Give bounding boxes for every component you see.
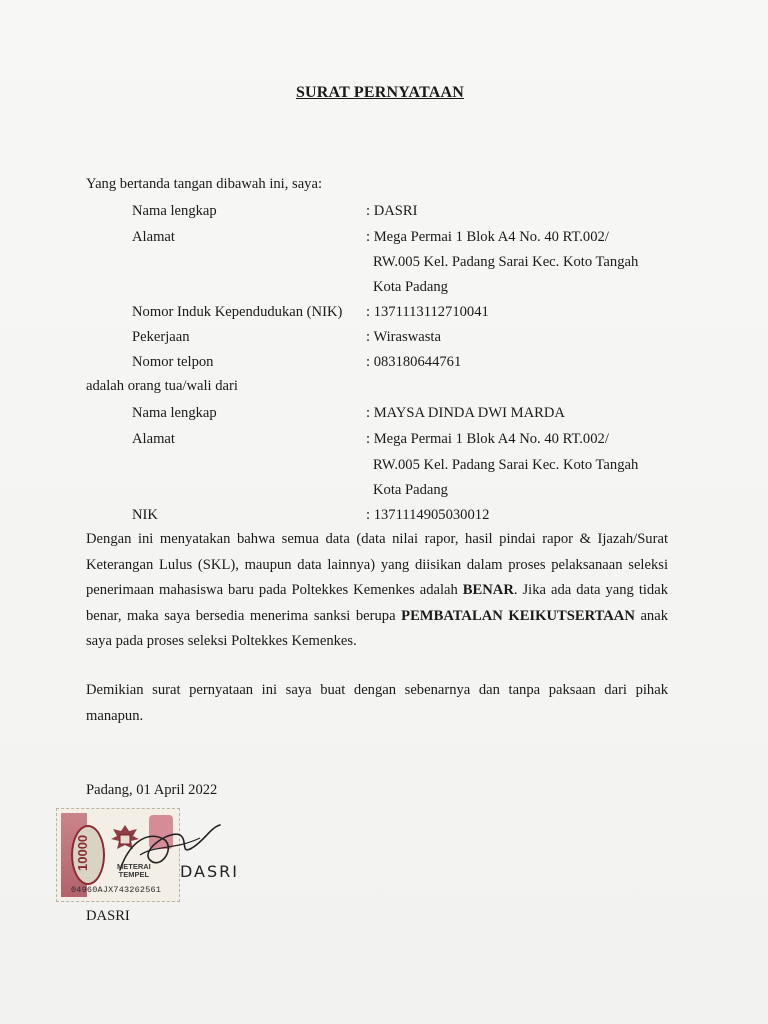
closing-paragraph: Demikian surat pernyataan ini saya buat dengan sebenarnya dan tanpa paksaan dari pihak manapun. (86, 682, 668, 724)
parent-job-label: Pekerjaan (132, 329, 190, 345)
child-address-label: Alamat (132, 431, 175, 447)
document-title: SURAT PERNYATAAN (295, 84, 465, 101)
statement-paragraph (86, 527, 668, 655)
parent-name-value: : DASRI (366, 203, 418, 219)
statement-part1: Dengan ini menyatakan bahwa semua data (data nilai rapor, hasil pindai rapor & Ijazah/Surat Keterangan Lulus (SKL), maupun data lainnya) yang diisikan dalam proses pelaksanaan seleksi penerimaan mahasiswa baru pada Poltekkes Kemenkes adalah (86, 531, 668, 598)
signature-scribble (80, 800, 280, 900)
signer-name: DASRI (86, 908, 130, 924)
child-address-line3: Kota Padang (373, 482, 448, 498)
parent-address-line3: Kota Padang (373, 279, 448, 295)
parent-address-line2: RW.005 Kel. Padang Sarai Kec. Koto Tangah (373, 254, 639, 270)
parent-nik-label: Nomor Induk Kependudukan (NIK) (132, 304, 343, 320)
intro-text: Yang bertanda tangan dibawah ini, saya: (86, 176, 323, 192)
parent-name-label: Nama lengkap (132, 203, 217, 219)
parent-phone-label: Nomor telpon (132, 354, 214, 370)
parent-nik-value: : 1371113112710041 (366, 304, 489, 320)
statement-bold-benar: BENAR (462, 582, 514, 598)
place-date: Padang, 01 April 2022 (86, 782, 218, 798)
child-name-label: Nama lengkap (132, 405, 217, 421)
child-address-line2: RW.005 Kel. Padang Sarai Kec. Koto Tangah (373, 457, 639, 473)
handwritten-name: DASRI (180, 862, 239, 881)
parent-phone-value: : 083180644761 (366, 354, 462, 370)
parent-job-value: : Wiraswasta (366, 329, 441, 345)
parent-address-line1: : Mega Permai 1 Blok A4 No. 40 RT.002/ (366, 229, 609, 245)
stamp-label-line2: TEMPEL (118, 870, 150, 879)
statement-part2: . Jika ada data yang tidak benar, maka saya bersedia menerima sanksi berupa (86, 582, 668, 624)
stamp-serial: 04960AJX743262561 (71, 885, 162, 895)
relation-text: adalah orang tua/wali dari (86, 378, 238, 394)
stamp-value: 10000 (75, 834, 90, 871)
child-name-value: : MAYSA DINDA DWI MARDA (366, 405, 565, 421)
statement-bold-pembatalan: PEMBATALAN KEIKUTSERTAAN (401, 607, 635, 624)
child-nik-value: : 1371114905030012 (366, 507, 490, 523)
statement-part3: anak saya pada proses seleksi Poltekkes Kemenkes. (86, 607, 668, 649)
child-nik-label: NIK (132, 507, 158, 523)
child-address-line1: : Mega Permai 1 Blok A4 No. 40 RT.002/ (366, 431, 609, 447)
parent-address-label: Alamat (132, 229, 175, 245)
stamp-label-line1: METERAI (117, 862, 151, 871)
